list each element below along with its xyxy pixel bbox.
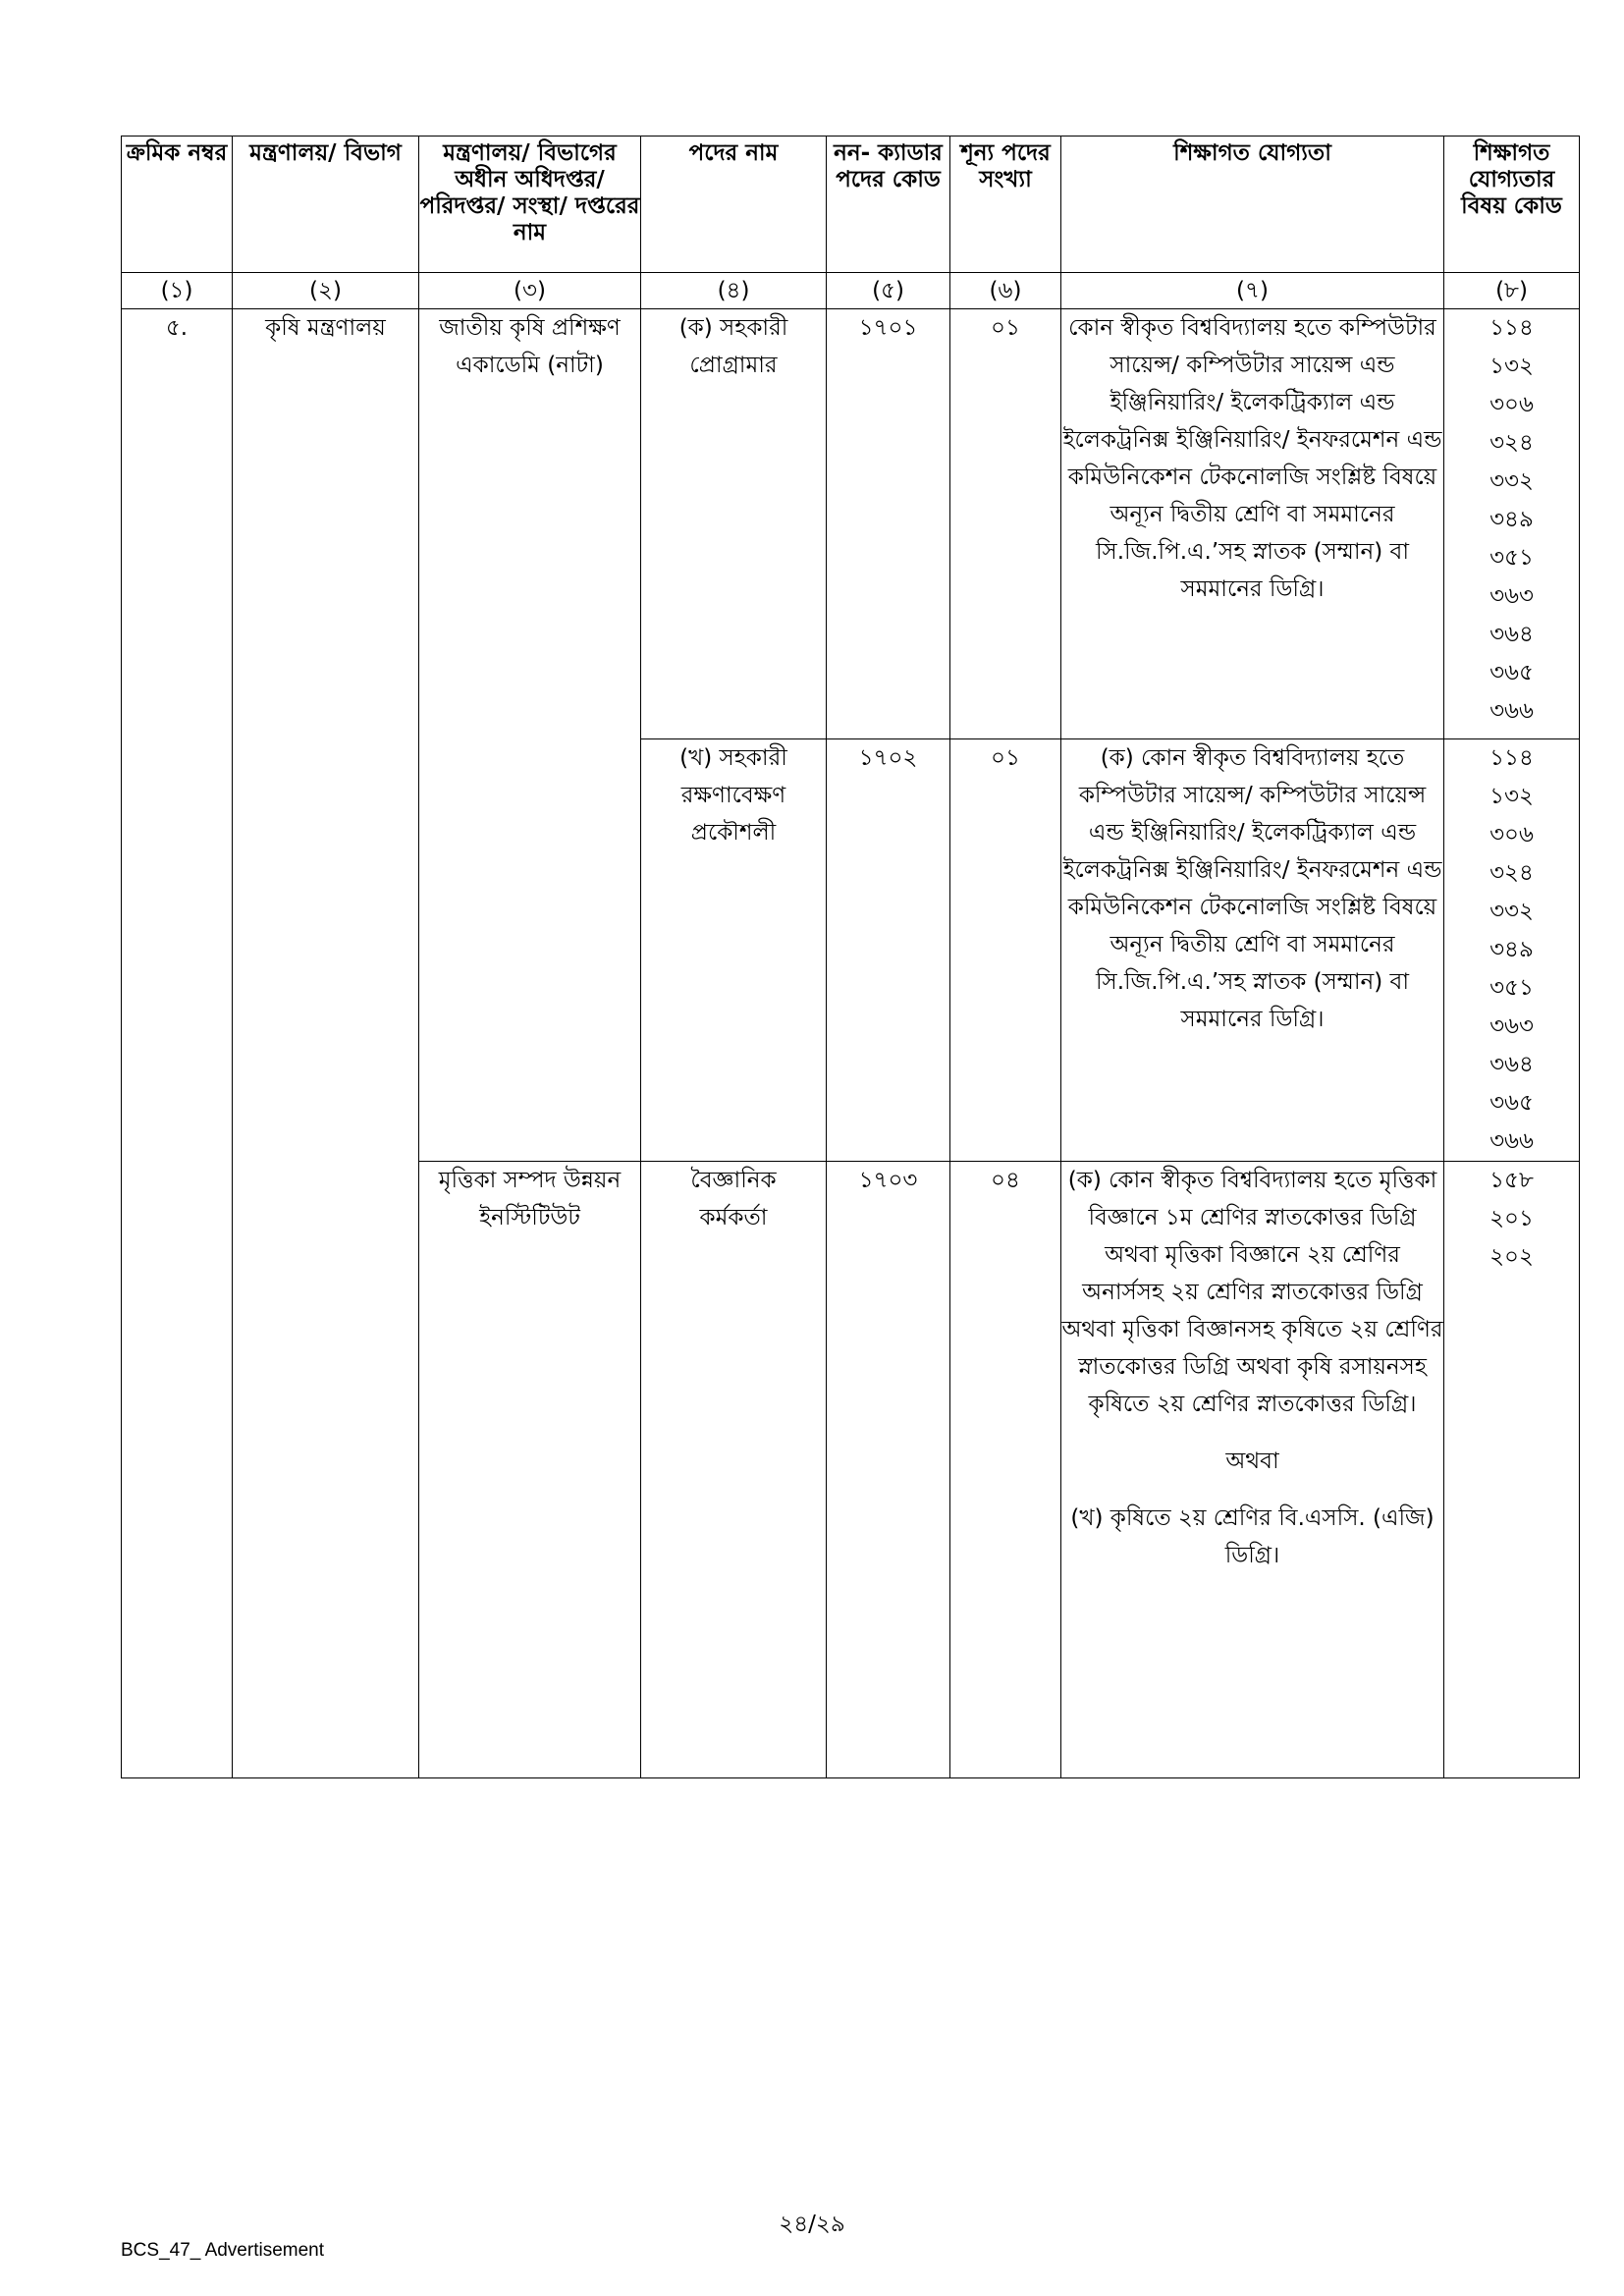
header-post: পদের নাম xyxy=(641,137,827,273)
column-number-row xyxy=(122,273,1580,309)
subject-code: ১১৪ xyxy=(1489,315,1534,341)
column-number: (৮) xyxy=(1444,273,1580,309)
office-cell: মৃত্তিকা সম্পদ উন্নয়ন ইনস্টিটিউট xyxy=(419,1162,641,1778)
column-number: (৭) xyxy=(1061,273,1444,309)
table-row xyxy=(122,309,1580,739)
qualification-cell xyxy=(1061,1162,1444,1778)
subject-code: ৩৬৬ xyxy=(1489,1128,1534,1154)
subject-codes-cell xyxy=(1444,309,1580,739)
ministry-cell: কৃষি মন্ত্রণালয় xyxy=(233,309,419,1778)
post-cell: (খ) সহকারী রক্ষণাবেক্ষণ প্রকৌশলী xyxy=(641,739,827,1162)
subject-code: ২০১ xyxy=(1489,1206,1534,1231)
subject-code: ৩৪৯ xyxy=(1489,507,1534,532)
vacancy-count-cell: ০৪ xyxy=(950,1162,1061,1778)
header-ministry: মন্ত্রণালয়/ বিভাগ xyxy=(233,137,419,273)
post-code-cell: ১৭০৩ xyxy=(827,1162,950,1778)
column-number: (১) xyxy=(122,273,233,309)
subject-code: ৩৬৬ xyxy=(1489,698,1534,724)
column-number: (৬) xyxy=(950,273,1061,309)
subject-code: ৩৫১ xyxy=(1489,545,1534,571)
header-vacancies: শূন্য পদের সংখ্যা xyxy=(950,137,1061,273)
post-code-cell: ১৭০১ xyxy=(827,309,950,739)
header-serial: ক্রমিক নম্বর xyxy=(122,137,233,273)
subject-code: ১৩২ xyxy=(1489,784,1534,809)
vacancy-count-cell: ০১ xyxy=(950,309,1061,739)
office-cell: জাতীয় কৃষি প্রশিক্ষণ একাডেমি (নাটা) xyxy=(419,309,641,1162)
qualification-text: (ক) কোন স্বীকৃত বিশ্ববিদ্যালয় হতে মৃত্তিকা বিজ্ঞানে ১ম শ্রেণির স্নাতকোত্তর ডিগ্রি অথবা মৃত্তিকা বিজ্ঞানে ২য় শ্রেণির অনার্সসহ ২য় শ্রেণির স্নাতকোত্তর ডিগ্রি অথবা মৃত্তিকা বিজ্ঞানসহ কৃষিতে ২য় শ্রেণির স্নাতকোত্তর ডিগ্রি অথবা কৃষি রসায়নসহ কৃষিতে ২য় শ্রেণির স্নাতকোত্তর ডিগ্রি। xyxy=(1061,1168,1443,1417)
subject-code: ৩৫১ xyxy=(1489,975,1534,1001)
header-subject-code: শিক্ষাগত যোগ্যতার বিষয় কোড xyxy=(1444,137,1580,273)
subject-code: ১৩২ xyxy=(1489,354,1534,379)
qualification-or: অথবা xyxy=(1225,1449,1279,1474)
qualification-alt: (খ) কৃষিতে ২য় শ্রেণির বি.এসসি. (এজি) ডিগ্রি। xyxy=(1070,1505,1435,1568)
column-number: (৩) xyxy=(419,273,641,309)
page-number: ২৪/২৯ xyxy=(779,2212,845,2237)
subject-code: ৩৪৯ xyxy=(1489,937,1534,962)
column-number: (২) xyxy=(233,273,419,309)
subject-code: ৩৬৪ xyxy=(1489,1052,1534,1077)
header-code: নন- ক্যাডার পদের কোড xyxy=(827,137,950,273)
serial-cell: ৫. xyxy=(122,309,233,1778)
vacancy-table xyxy=(121,136,1580,1778)
post-cell: (ক) সহকারী প্রোগ্রামার xyxy=(641,309,827,739)
vacancy-count-cell: ০১ xyxy=(950,739,1061,1162)
header-office: মন্ত্রণালয়/ বিভাগের অধীন অধিদপ্তর/ পরিদপ্তর/ সংস্থা/ দপ্তরের নাম xyxy=(419,137,641,273)
subject-code: ৩৬৫ xyxy=(1489,1090,1534,1116)
qualification-cell: (ক) কোন স্বীকৃত বিশ্ববিদ্যালয় হতে কম্পিউটার সায়েন্স/ কম্পিউটার সায়েন্স এন্ড ইঞ্জিনিয়ারিং/ ইলেকট্রিক্যাল এন্ড ইলেকট্রনিক্স ইঞ্জিনিয়ারিং/ ইনফরমেশন এন্ড কমিউনিকেশন টেকনোলজি সংশ্লিষ্ট বিষয়ে অন্যূন দ্বিতীয় শ্রেণি বা সমমানের সি.জি.পি.এ.’সহ স্নাতক (সম্মান) বা সমমানের ডিগ্রি। xyxy=(1061,739,1444,1162)
header-row xyxy=(122,137,1580,273)
subject-code: ৩৬৪ xyxy=(1489,622,1534,647)
post-code-cell: ১৭০২ xyxy=(827,739,950,1162)
subject-code: ৩০৬ xyxy=(1489,392,1534,417)
subject-code: ৩৬৩ xyxy=(1489,583,1534,609)
subject-code: ৩৩২ xyxy=(1489,468,1534,494)
post-cell: বৈজ্ঞানিক কর্মকর্তা xyxy=(641,1162,827,1778)
subject-code: ৩২৪ xyxy=(1489,860,1534,886)
subject-code: ২০২ xyxy=(1489,1244,1534,1270)
subject-codes-cell xyxy=(1444,739,1580,1162)
subject-code: ৩৬৩ xyxy=(1489,1013,1534,1039)
footer-text: BCS_47_ Advertisement xyxy=(121,2240,325,2261)
subject-code: ৩৩২ xyxy=(1489,899,1534,924)
subject-codes-cell xyxy=(1444,1162,1580,1778)
subject-code: ৩০৬ xyxy=(1489,822,1534,847)
column-number: (৪) xyxy=(641,273,827,309)
header-qualification: শিক্ষাগত যোগ্যতা xyxy=(1061,137,1444,273)
subject-code: ৩২৪ xyxy=(1489,430,1534,456)
subject-code: ৩৬৫ xyxy=(1489,660,1534,685)
subject-code: ১৫৮ xyxy=(1489,1168,1534,1193)
subject-code: ১১৪ xyxy=(1489,745,1534,771)
qualification-cell: কোন স্বীকৃত বিশ্ববিদ্যালয় হতে কম্পিউটার সায়েন্স/ কম্পিউটার সায়েন্স এন্ড ইঞ্জিনিয়ারিং/ ইলেকট্রিক্যাল এন্ড ইলেকট্রনিক্স ইঞ্জিনিয়ারিং/ ইনফরমেশন এন্ড কমিউনিকেশন টেকনোলজি সংশ্লিষ্ট বিষয়ে অন্যূন দ্বিতীয় শ্রেণি বা সমমানের সি.জি.পি.এ.’সহ স্নাতক (সম্মান) বা সমমানের ডিগ্রি। xyxy=(1061,309,1444,739)
column-number: (৫) xyxy=(827,273,950,309)
